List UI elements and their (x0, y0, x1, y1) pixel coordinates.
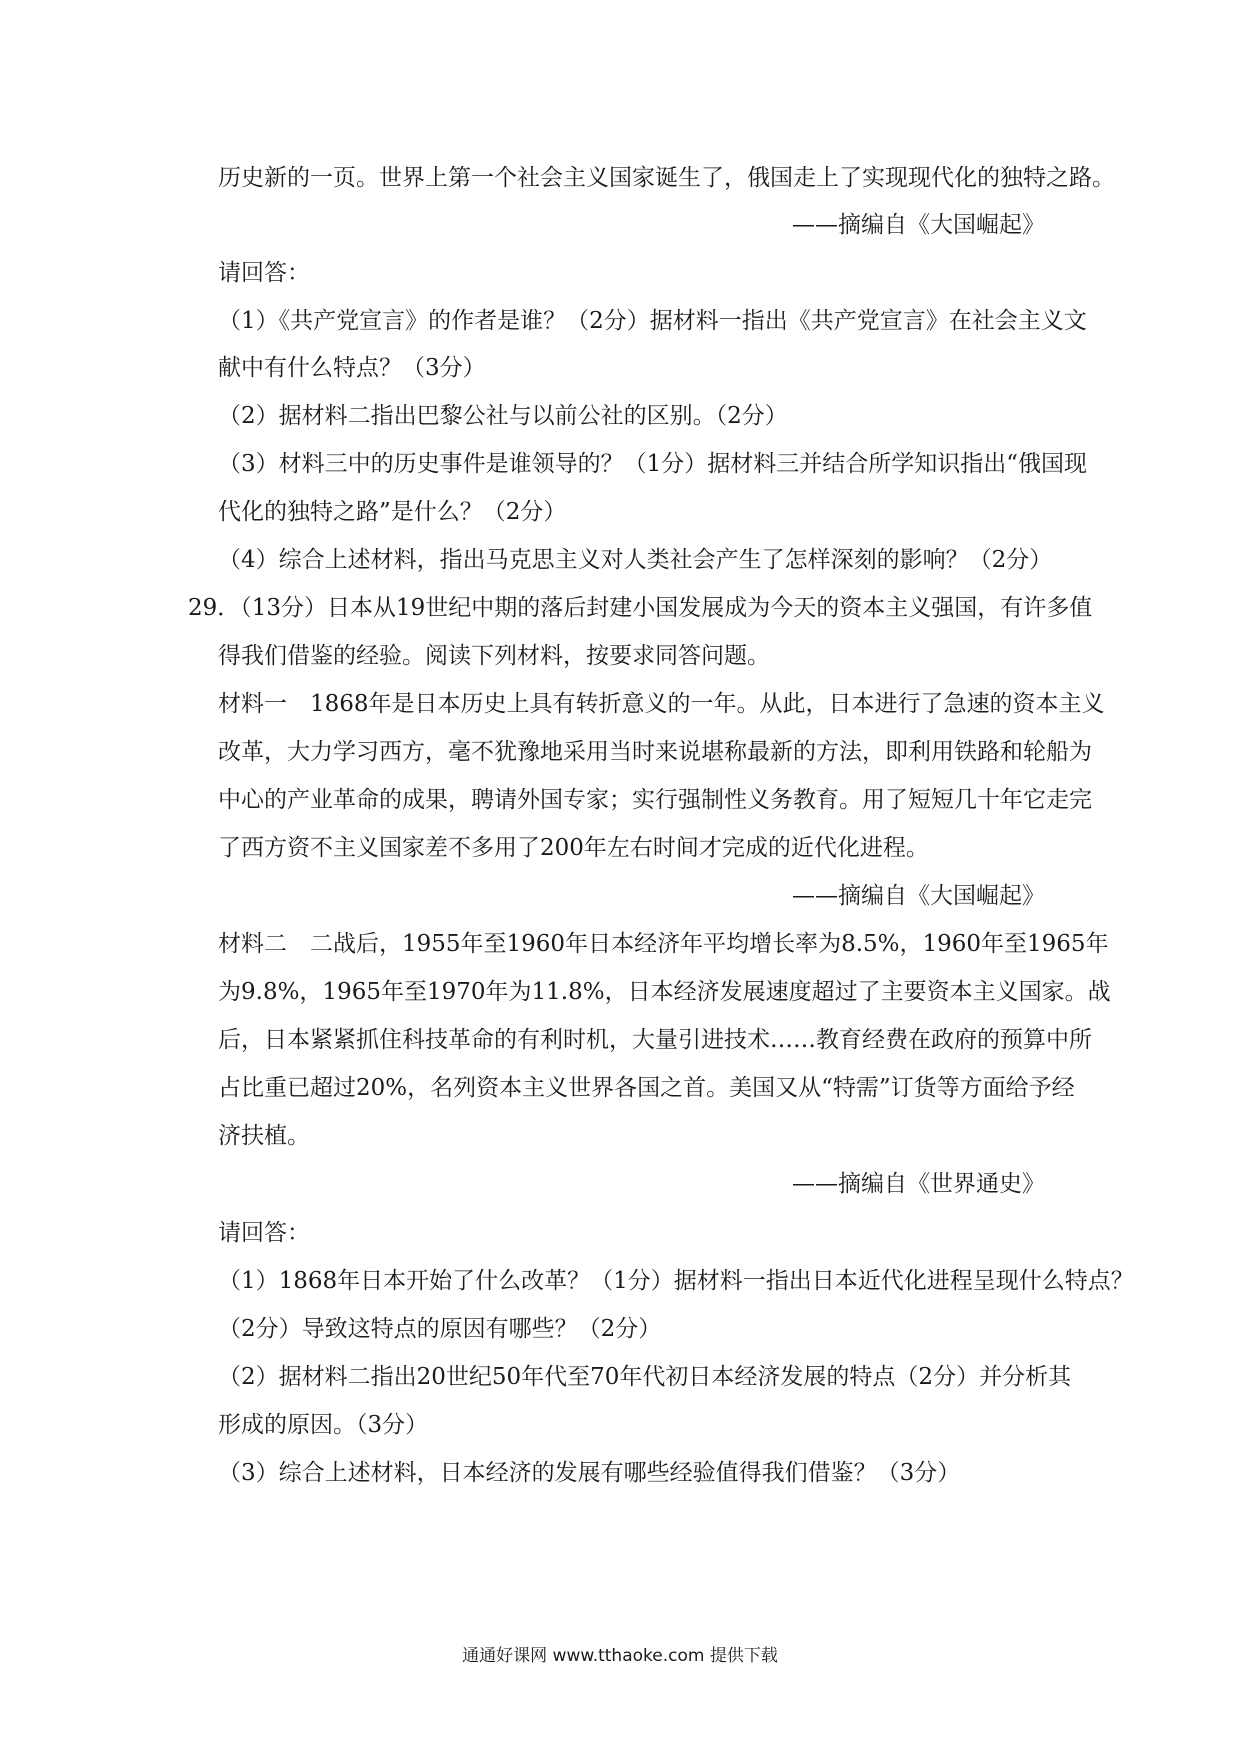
q29-prompt: 请回答： (218, 1220, 310, 1246)
q28-sub3-line1: （3）材料三中的历史事件是谁领导的？（1分）据材料三并结合所学知识指出“俄国现 (218, 451, 1088, 477)
q29-material1-source: ——摘编自《大国崛起》 (792, 883, 1045, 909)
q29-sub1-line2: （2分）导致这特点的原因有哪些？（2分） (218, 1316, 662, 1342)
q28-sub4: （4）综合上述材料，指出马克思主义对人类社会产生了怎样深刻的影响？（2分） (218, 547, 1053, 573)
q29-material2-source: ——摘编自《世界通史》 (792, 1171, 1045, 1197)
q29-material1-line2: 改革，大力学习西方，毫不犹豫地采用当时来说堪称最新的方法，即利用铁路和轮船为 (218, 739, 1092, 765)
q28-sub1-line1: （1）《共产党宣言》的作者是谁？（2分）据材料一指出《共产党宣言》在社会主义文 (218, 308, 1087, 334)
q28-sub2: （2）据材料二指出巴黎公社与以前公社的区别。（2分） (218, 403, 788, 429)
q28-sub1-line2: 献中有什么特点？（3分） (218, 355, 486, 381)
carry-over-source: ——摘编自《大国崛起》 (792, 212, 1045, 238)
q29-material2-line1: 材料二 二战后，1955年至1960年日本经济年平均增长率为8.5%，1960年至1965年 (218, 931, 1109, 957)
q29-material1-line3: 中心的产业革命的成果，聘请外国专家；实行强制性义务教育。用了短短几十年它走完 (218, 787, 1092, 813)
q29-sub3: （3）综合上述材料，日本经济的发展有哪些经验值得我们借鉴？（3分） (218, 1460, 961, 1486)
q29-material2-line2: 为9.8%，1965年至1970年为11.8%，日本经济发展速度超过了主要资本主义国家。战 (218, 979, 1111, 1005)
q28-sub3-line2: 代化的独特之路”是什么？（2分） (218, 499, 567, 525)
q29-material1-line1: 材料一 1868年是日本历史上具有转折意义的一年。从此，日本进行了急速的资本主义 (218, 691, 1105, 717)
carry-over-text: 历史新的一页。世界上第一个社会主义国家诞生了，俄国走上了实现现代化的独特之路。 (218, 165, 1115, 191)
q29-material2-line3: 后，日本紧紧抓住科技革命的有利时机，大量引进技术……教育经费在政府的预算中所 (218, 1027, 1092, 1053)
q29-sub2-line1: （2）据材料二指出20世纪50年代至70年代初日本经济发展的特点（2分）并分析其 (218, 1364, 1072, 1390)
q29-sub2-line2: 形成的原因。（3分） (218, 1412, 429, 1438)
q29-material2-line5: 济扶植。 (218, 1123, 310, 1149)
q29-intro-line2: 得我们借鉴的经验。阅读下列材料，按要求同答问题。 (218, 643, 770, 669)
page-footer: 通通好课网 www.tthaoke.com 提供下载 (462, 1646, 778, 1666)
q29-sub1-line1: （1）1868年日本开始了什么改革？（1分）据材料一指出日本近代化进程呈现什么特点？ (218, 1268, 1134, 1294)
q29-material2-line4: 占比重已超过20%，名列资本主义世界各国之首。美国又从“特需”订货等方面给予经 (218, 1075, 1075, 1101)
q28-prompt: 请回答： (218, 260, 310, 286)
q29-intro-line1: 29．（13分）日本从19世纪中期的落后封建小国发展成为今天的资本主义强国，有许多值 (188, 595, 1093, 621)
q29-material1-line4: 了西方资不主义国家差不多用了200年左右时间才完成的近代化进程。 (218, 835, 929, 861)
